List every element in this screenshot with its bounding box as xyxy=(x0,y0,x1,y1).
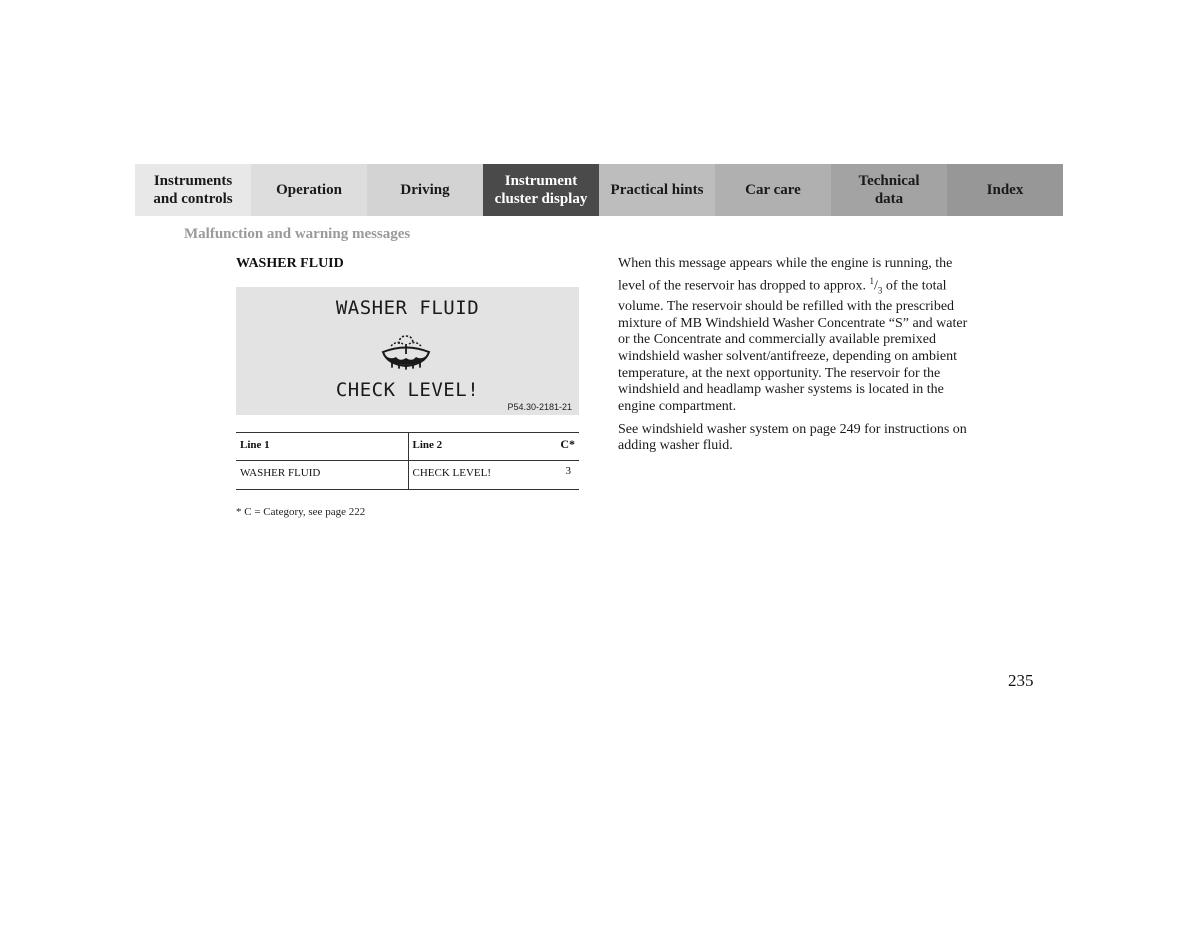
cell-category: 3 xyxy=(537,461,579,490)
message-table xyxy=(236,432,579,490)
tab-instruments-and-controls[interactable]: Instruments and controls xyxy=(135,164,251,216)
tab-car-care[interactable]: Car care xyxy=(715,164,831,216)
display-line1-text: WASHER FLUID xyxy=(335,297,480,319)
washer-fluid-icon xyxy=(379,330,435,372)
header-line1: Line 1 xyxy=(236,433,408,461)
paragraph-1-end: of the total volume. The reservoir should be refilled with the prescribed mixture of MB Windshield Washer Concentrate “S” and water or the Concentrate and commercially available premixed windshield washer solvent/antifreeze, depending on ambient temperature, at the next opportunity. The reservoir for the windshield and headlamp washer systems is located in the engine compartment. xyxy=(618,278,968,415)
tab-index[interactable]: Index xyxy=(947,164,1063,216)
display-line2-text: CHECK LEVEL! xyxy=(335,379,480,401)
header-category: C* xyxy=(537,433,579,461)
fraction-denominator: 3 xyxy=(877,285,883,296)
table-header-row xyxy=(236,433,579,461)
tab-driving[interactable]: Driving xyxy=(367,164,483,216)
fraction-numerator: 1 xyxy=(869,275,875,286)
paragraph-1-start: When this message appears while the engine is running, the level of the reservoir has dropped to approx. xyxy=(618,256,953,294)
chapter-tabs xyxy=(135,164,1065,216)
tab-technical-data[interactable]: Technical data xyxy=(831,164,947,216)
tab-instrument-cluster-display[interactable]: Instrument cluster display xyxy=(483,164,599,216)
page-number: 235 xyxy=(1008,671,1034,690)
body-text xyxy=(618,256,968,455)
footnote: * C = Category, see page 222 xyxy=(236,506,366,518)
table-row xyxy=(236,461,579,490)
cell-line1: WASHER FLUID xyxy=(236,461,408,490)
paragraph-1: When this message appears while the engine is running, the level of the reservoir has dropped to approx. $^1/_3$ of the total volume. The reservoir should be refilled with the prescribed mixture of MB Windshield Washer Concentrate “S” and water or the Concentrate and commercially available premixed windshield washer solvent/antifreeze, depending on ambient temperature, at the next opportunity. The reservoir for the windshield and headlamp washer systems is located in the engine compartment. xyxy=(618,256,968,415)
tab-operation[interactable]: Operation xyxy=(251,164,367,216)
section-title: Malfunction and warning messages xyxy=(184,226,411,242)
paragraph-2: See windshield washer system on page 249 for instructions on adding washer fluid. xyxy=(618,421,967,454)
header-line2: Line 2 xyxy=(408,433,537,461)
tab-practical-hints[interactable]: Practical hints xyxy=(599,164,715,216)
cluster-display-illustration xyxy=(236,287,579,415)
cell-line2: CHECK LEVEL! xyxy=(408,461,537,490)
figure-code: P54.30-2181-21 xyxy=(507,402,572,412)
message-heading: WASHER FLUID xyxy=(236,256,344,271)
